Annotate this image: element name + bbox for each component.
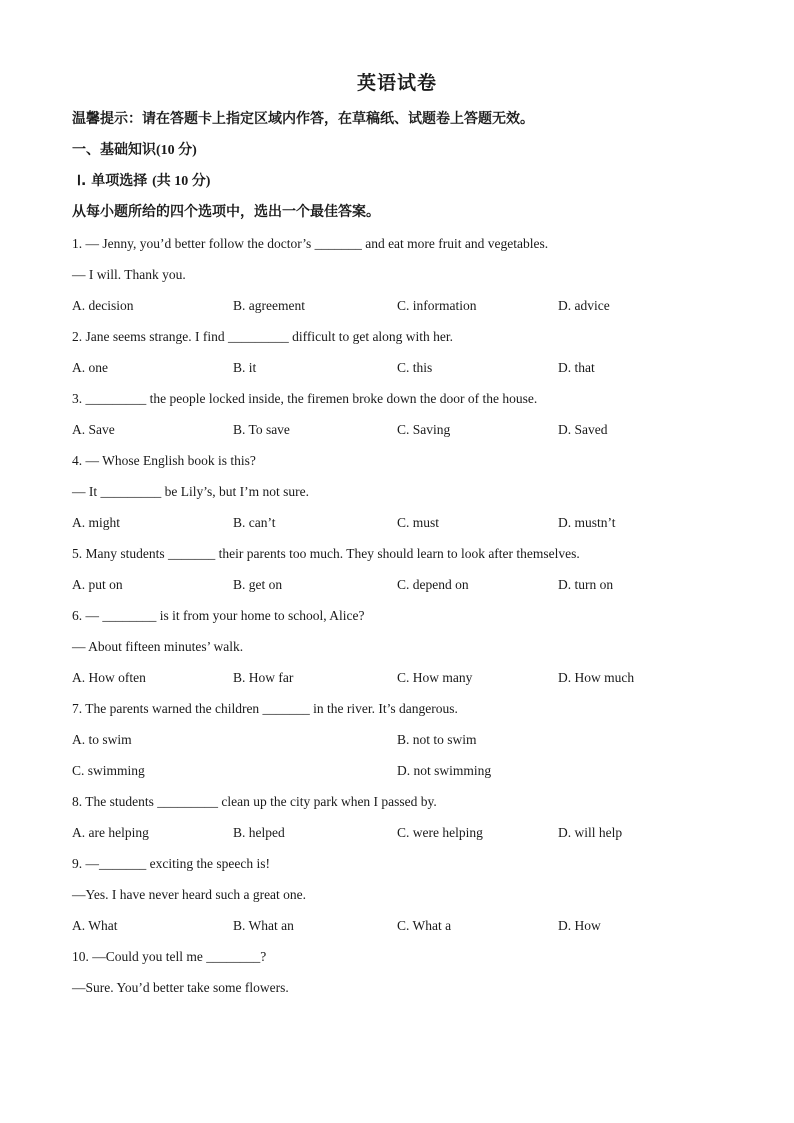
question-6-options (72, 662, 732, 693)
option-d: D. that (558, 360, 595, 375)
question-7-options-row-1 (72, 724, 732, 755)
option-a: A. one (72, 360, 108, 375)
option-c: C. depend on (397, 577, 469, 592)
question-4-reply: — It _________ be Lily’s, but I’m not sure. (72, 484, 309, 499)
option-a: A. to swim (72, 732, 132, 747)
option-c: C. information (397, 298, 477, 313)
option-b: B. How far (233, 670, 294, 685)
section-heading-score: (10 分) (156, 143, 197, 158)
question-1-reply: — I will. Thank you. (72, 267, 186, 282)
option-b: B. not to swim (397, 732, 477, 747)
question-4-stem: 4. — Whose English book is this? (72, 453, 256, 468)
option-d: D. mustn’t (558, 515, 616, 530)
section-heading (72, 135, 732, 166)
question-8-options (72, 817, 732, 848)
option-d: D. advice (558, 298, 610, 313)
part-heading (72, 166, 732, 197)
option-d: D. How (558, 918, 601, 933)
question-5-stem: 5. Many students _______ their parents too much. They should learn to look after themselves. (72, 546, 580, 561)
option-d: D. Saved (558, 422, 608, 437)
question-9-reply: —Yes. I have never heard such a great one. (72, 887, 307, 902)
question-9-stem: 9. —_______ exciting the speech is! (72, 856, 270, 871)
question-6-stem: 6. — ________ is it from your home to school, Alice? (72, 608, 365, 623)
question-7-stem: 7. The parents warned the children _______ in the river. It’s dangerous. (72, 701, 458, 716)
part-numeral: Ⅰ (76, 174, 82, 189)
option-c: C. How many (397, 670, 473, 685)
option-b: B. agreement (233, 298, 305, 313)
option-c: C. Saving (397, 422, 451, 437)
option-b: B. helped (233, 825, 285, 840)
question-1-stem: 1. — Jenny, you’d better follow the doctor’s _______ and eat more fruit and vegetables. (72, 236, 549, 251)
question-8-stem: 8. The students _________ clean up the city park when I passed by. (72, 794, 437, 809)
option-b: B. To save (233, 422, 290, 437)
page-title: 英语试卷 (356, 72, 437, 94)
part-heading-label: . 单项选择 (81, 173, 148, 189)
option-b: B. it (233, 360, 257, 375)
option-b: B. can’t (233, 515, 276, 530)
option-c: C. swimming (72, 763, 145, 778)
question-6-reply: — About fifteen minutes’ walk. (72, 639, 244, 654)
exam-body (72, 104, 732, 1003)
part-heading-score: (共 10 分) (152, 174, 211, 189)
option-a: A. What (72, 918, 118, 933)
question-3-stem: 3. _________ the people locked inside, the firemen broke down the door of the house. (72, 391, 538, 406)
section-heading-label: 一、基础知识 (72, 142, 156, 158)
option-a: A. How often (72, 670, 146, 685)
option-a: A. might (72, 515, 121, 530)
question-2-options (72, 352, 732, 383)
question-9-options (72, 910, 732, 941)
notice-text: 温馨提示：请在答题卡上指定区域内作答，在草稿纸、试题卷上答题无效。 (72, 111, 534, 127)
option-d: D. not swimming (397, 763, 492, 778)
option-d: D. turn on (558, 577, 614, 592)
question-7-options-row-2 (72, 755, 732, 786)
option-a: A. decision (72, 298, 134, 313)
question-5-options (72, 569, 732, 600)
question-10-stem: 10. —Could you tell me ________? (72, 949, 267, 964)
question-2-stem: 2. Jane seems strange. I find _________ difficult to get along with her. (72, 329, 454, 344)
option-b: B. get on (233, 577, 283, 592)
option-b: B. What an (233, 918, 294, 933)
option-c: C. What a (397, 918, 452, 933)
option-c: C. this (397, 360, 433, 375)
option-a: A. put on (72, 577, 123, 592)
option-d: D. will help (558, 825, 623, 840)
option-a: A. are helping (72, 825, 149, 840)
option-d: D. How much (558, 670, 635, 685)
question-3-options (72, 414, 732, 445)
part-instruction: 从每小题所给的四个选项中，选出一个最佳答案。 (72, 204, 380, 220)
option-a: A. Save (72, 422, 115, 437)
question-1-options (72, 290, 732, 321)
option-c: C. must (397, 515, 440, 530)
question-4-options (72, 507, 732, 538)
option-c: C. were helping (397, 825, 483, 840)
question-10-reply: —Sure. You’d better take some flowers. (72, 980, 289, 995)
